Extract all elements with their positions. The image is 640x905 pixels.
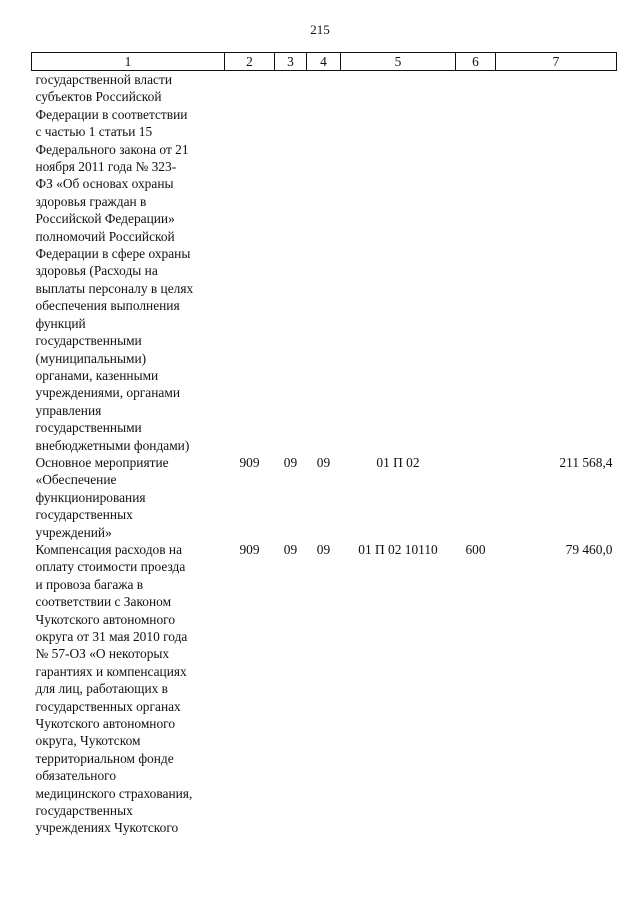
row-section-code: 09 xyxy=(283,541,298,557)
column-header-6: 6 xyxy=(456,53,496,71)
column-header-5: 5 xyxy=(341,53,456,71)
row-target-code xyxy=(341,71,456,454)
row-description: Компенсация расходов на оплату стоимости проезда и провоза багажа в соответствии с Законом Чукотского автономного округа от 31 мая 2010 года № 57-ОЗ «О некоторых гарантиях и компенсациях для лиц, работающих в государственных органах Чукотского автономного округа, Чукотском территориальном фонде обязательного медицинского страхования, государственных учреждениях Чукотского xyxy=(35,541,193,836)
column-header-3: 3 xyxy=(275,53,307,71)
row-subsection-code: 09 xyxy=(316,541,331,557)
row-section-code: 09 xyxy=(283,454,298,470)
row-ministry-code: 909 xyxy=(239,454,260,470)
row-expense-type xyxy=(456,454,496,541)
row-expense-type: 600 xyxy=(465,541,486,557)
row-target-code: 01 П 02 xyxy=(376,454,420,470)
column-header-4: 4 xyxy=(307,53,341,71)
row-subsection-code: 09 xyxy=(316,454,331,470)
column-header-2: 2 xyxy=(225,53,275,71)
table-row xyxy=(32,71,617,454)
table-row xyxy=(32,454,617,541)
budget-table xyxy=(31,52,617,837)
header-row xyxy=(32,53,617,71)
row-ministry-code xyxy=(225,71,275,454)
column-header-1: 1 xyxy=(32,53,225,71)
row-expense-type xyxy=(456,71,496,454)
row-target-code: 01 П 02 10110 xyxy=(358,541,438,557)
row-ministry-code: 909 xyxy=(239,541,260,557)
row-section-code xyxy=(275,71,307,454)
column-header-7: 7 xyxy=(496,53,617,71)
table-row xyxy=(32,541,617,837)
row-amount: 79 460,0 xyxy=(565,541,613,557)
row-amount xyxy=(496,71,617,454)
row-description: государственной власти субъектов Российской Федерации в соответствии с частью 1 статьи 15 Федерального закона от 21 ноября 2011 года № 323- ФЗ «Об основах охраны здоровья граждан в Российской Федерации» полномочий Российской Федерации в сфере охраны здоровья (Расходы на выплаты персоналу в целях обеспечения выполнения функций государственными (муниципальными) органами, казенными учреждениями, органами управления государственными внебюджетными фондами) xyxy=(35,72,194,453)
row-amount: 211 568,4 xyxy=(559,454,613,470)
row-subsection-code xyxy=(307,71,341,454)
row-description: Основное мероприятие «Обеспечение функционирования государственных учреждений» xyxy=(35,454,169,540)
page-number: 215 xyxy=(310,22,330,37)
